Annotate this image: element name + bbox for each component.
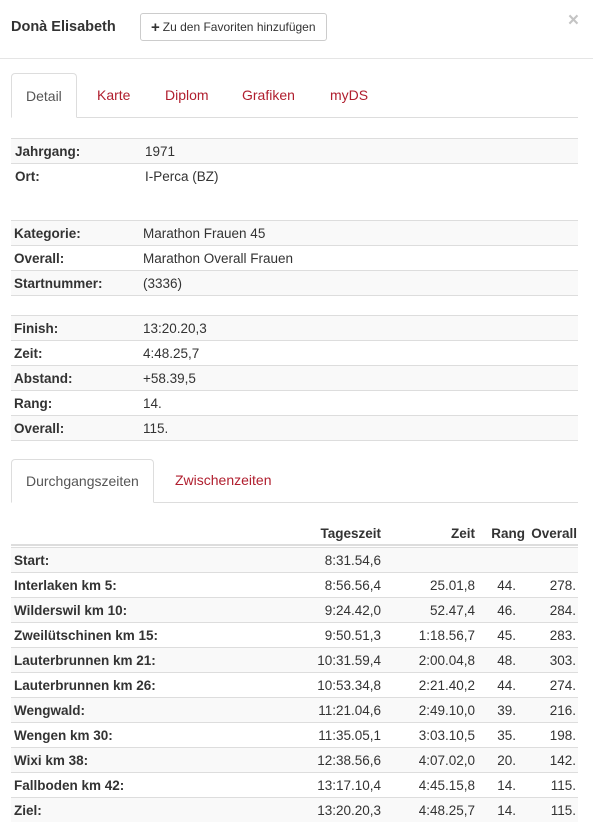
- table-row: [11, 797, 578, 822]
- split-point: Wilderswil km 10:: [14, 603, 128, 618]
- info-row-zeit: [11, 340, 578, 365]
- info-row-ort: [11, 163, 578, 188]
- info-row-kategorie: [11, 220, 578, 245]
- table-row: [11, 572, 578, 597]
- zeit-cell: 4:45.15,8: [418, 778, 475, 793]
- split-point: Wengwald:: [14, 703, 86, 718]
- table-row: [11, 647, 578, 672]
- split-point: Lauterbrunnen km 21:: [14, 653, 156, 668]
- column-header-tageszeit: Tageszeit: [320, 526, 381, 541]
- table-row: [11, 747, 578, 772]
- info-value: 115.: [143, 421, 169, 436]
- tab-durchgangszeiten[interactable]: Durchgangszeiten: [11, 459, 154, 503]
- tageszeit-cell: 9:24.42,0: [324, 603, 381, 618]
- overall-cell: 198.: [549, 728, 576, 743]
- zeit-cell: 52.47,4: [429, 603, 475, 618]
- rang-cell: 20.: [497, 753, 516, 768]
- info-value: +58.39,5: [143, 371, 196, 386]
- tageszeit-cell: 10:31.59,4: [317, 653, 381, 668]
- tageszeit-cell: 10:53.34,8: [317, 678, 381, 693]
- overall-cell: 115.: [550, 803, 576, 818]
- info-value: (3336): [143, 276, 183, 291]
- rang-cell: 39.: [497, 703, 516, 718]
- info-label: Zeit:: [14, 346, 43, 361]
- info-row-overall-rank: [11, 415, 578, 440]
- info-row-overall: [11, 245, 578, 270]
- table-header: [11, 517, 578, 546]
- overall-cell: 142.: [549, 753, 576, 768]
- table-divider: [11, 440, 578, 441]
- plus-icon: +: [151, 18, 160, 36]
- split-tabs: [11, 459, 578, 503]
- info-label: Finish:: [14, 321, 59, 336]
- info-label: Rang:: [14, 396, 53, 411]
- split-point: Wixi km 38:: [14, 753, 89, 768]
- table-row: [11, 772, 578, 797]
- info-value: 1971: [145, 144, 176, 159]
- zeit-cell: 4:48.25,7: [418, 803, 475, 818]
- table-row: [11, 672, 578, 697]
- tageszeit-cell: 8:31.54,6: [324, 553, 381, 568]
- split-point: Zweilütschinen km 15:: [14, 628, 159, 643]
- table-row: [11, 597, 578, 622]
- tageszeit-cell: 12:38.56,6: [317, 753, 381, 768]
- tageszeit-cell: 11:21.04,6: [318, 703, 381, 718]
- detail-tabs: [11, 73, 578, 118]
- info-value: 14.: [143, 396, 162, 411]
- overall-cell: 303.: [549, 653, 576, 668]
- info-label: Abstand:: [14, 371, 73, 386]
- table-row: [11, 547, 578, 572]
- rang-cell: 45.: [497, 628, 516, 643]
- overall-cell: 283.: [549, 628, 576, 643]
- info-value: I-Perca (BZ): [145, 169, 219, 184]
- tab-karte[interactable]: Karte: [97, 87, 131, 103]
- column-header-overall: Overall: [531, 526, 577, 541]
- zeit-cell: 25.01,8: [429, 578, 475, 593]
- table-divider: [11, 295, 578, 296]
- tageszeit-cell: 13:17.10,4: [317, 778, 381, 793]
- split-point: Fallboden km 42:: [14, 778, 125, 793]
- rang-cell: 35.: [497, 728, 516, 743]
- info-label: Jahrgang:: [15, 144, 81, 159]
- tageszeit-cell: 9:50.51,3: [324, 628, 381, 643]
- table-row: [11, 697, 578, 722]
- overall-cell: 115.: [550, 778, 576, 793]
- rang-cell: 14.: [497, 803, 516, 818]
- overall-cell: 284.: [549, 603, 576, 618]
- athlete-name: Donà Elisabeth: [11, 19, 116, 35]
- tageszeit-cell: 11:35.05,1: [318, 728, 381, 743]
- split-point: Wengen km 30:: [14, 728, 113, 743]
- tageszeit-cell: 13:20.20,3: [317, 803, 381, 818]
- split-point: Start:: [14, 553, 50, 568]
- split-point: Lauterbrunnen km 26:: [14, 678, 156, 693]
- modal-header: [0, 0, 593, 59]
- overall-cell: 278.: [549, 578, 576, 593]
- table-row: [11, 622, 578, 647]
- zeit-cell: 2:00.04,8: [418, 653, 475, 668]
- tab-grafiken[interactable]: Grafiken: [242, 87, 295, 103]
- info-label: Overall:: [14, 251, 65, 266]
- zeit-cell: 3:03.10,5: [418, 728, 475, 743]
- rang-cell: 44.: [497, 678, 516, 693]
- info-label: Overall:: [14, 421, 65, 436]
- info-label: Kategorie:: [14, 226, 81, 241]
- zeit-cell: 2:21.40,2: [418, 678, 475, 693]
- tab-myds[interactable]: myDS: [330, 87, 369, 103]
- info-value: 4:48.25,7: [143, 346, 200, 361]
- add-to-favorites-button[interactable]: [140, 13, 327, 41]
- zeit-cell: 2:49.10,0: [418, 703, 475, 718]
- info-row-finish: [11, 315, 578, 340]
- info-row-rang: [11, 390, 578, 415]
- add-to-favorites-label: Zu den Favoriten hinzufügen: [162, 20, 316, 34]
- overall-cell: 274.: [549, 678, 576, 693]
- tab-detail[interactable]: Detail: [11, 73, 77, 118]
- rang-cell: 14.: [497, 778, 516, 793]
- column-header-rang: Rang: [491, 526, 525, 541]
- table-row: [11, 722, 578, 747]
- info-row-jahrgang: [11, 138, 578, 163]
- info-label: Ort:: [15, 169, 40, 184]
- tageszeit-cell: 8:56.56,4: [324, 578, 381, 593]
- split-point: Interlaken km 5:: [14, 578, 117, 593]
- column-header-zeit: Zeit: [450, 526, 475, 541]
- rang-cell: 46.: [497, 603, 516, 618]
- info-row-abstand: [11, 365, 578, 390]
- info-value: Marathon Overall Frauen: [143, 251, 294, 266]
- overall-cell: 216.: [549, 703, 576, 718]
- info-row-startnummer: [11, 270, 578, 295]
- split-point: Ziel:: [14, 803, 42, 818]
- tab-diplom[interactable]: Diplom: [165, 87, 209, 103]
- info-value: 13:20.20,3: [143, 321, 207, 336]
- tab-zwischenzeiten[interactable]: Zwischenzeiten: [175, 472, 272, 488]
- rang-cell: 44.: [497, 578, 516, 593]
- zeit-cell: 1:18.56,7: [418, 628, 475, 643]
- info-value: Marathon Frauen 45: [143, 226, 266, 241]
- close-icon[interactable]: ×: [567, 10, 579, 31]
- rang-cell: 48.: [497, 653, 516, 668]
- zeit-cell: 4:07.02,0: [418, 753, 475, 768]
- info-label: Startnummer:: [14, 276, 103, 291]
